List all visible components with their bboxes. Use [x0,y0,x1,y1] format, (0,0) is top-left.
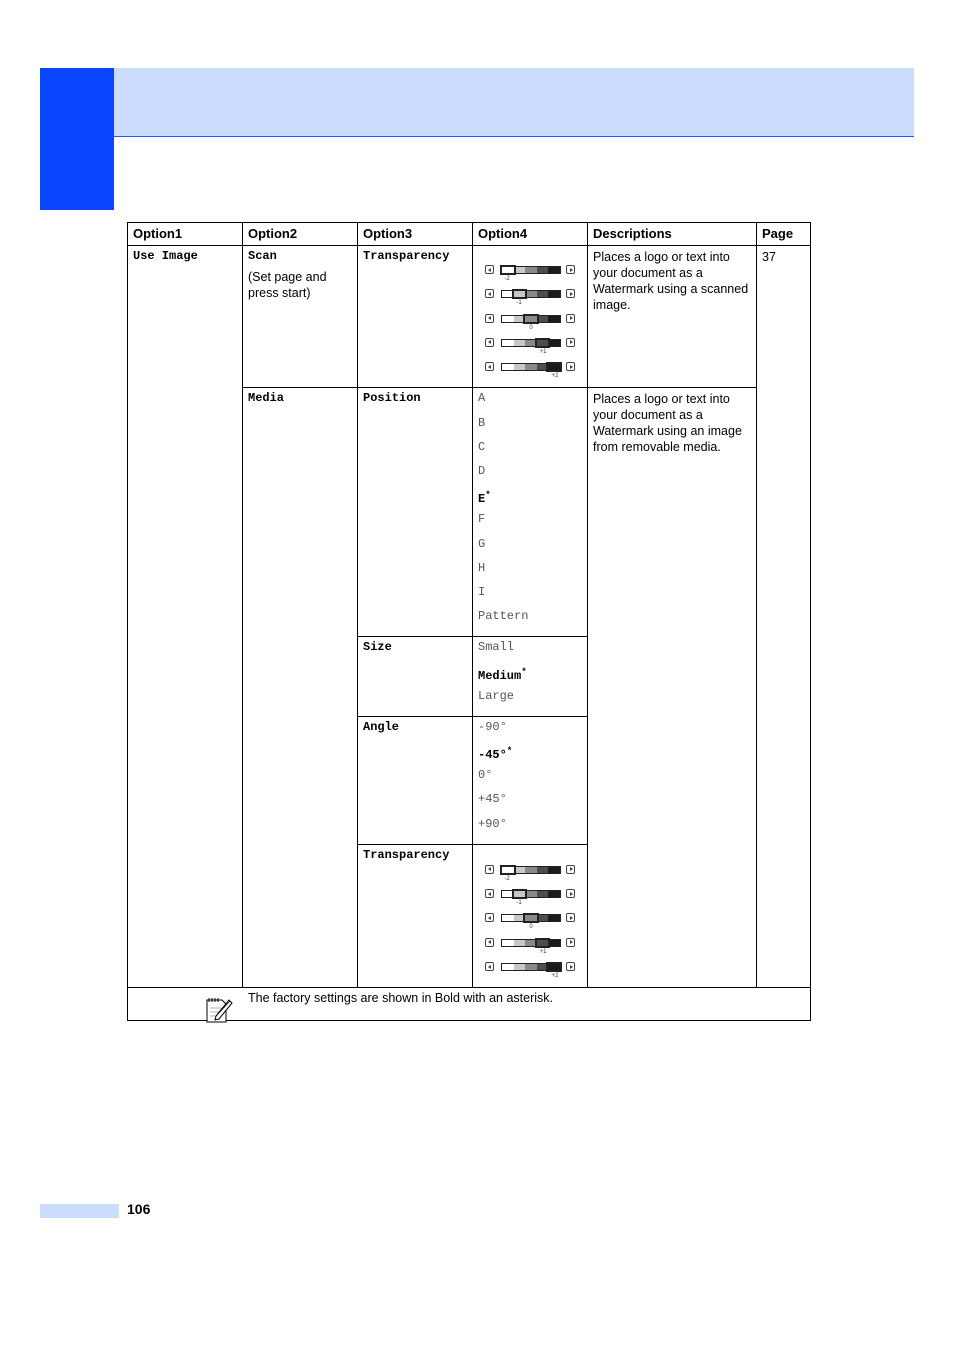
option-item: -90° [478,719,507,734]
header-option4: Option4 [473,223,588,246]
transparency-segment [548,867,560,873]
transparency-segment [514,340,526,346]
angle-option-list [478,720,582,841]
transparency-segment [537,267,549,273]
left-arrow-icon [485,338,494,347]
left-arrow-icon [485,913,494,922]
cell-position-options [473,388,588,637]
transparency-segment [525,364,537,370]
transparency-segment [537,364,549,370]
default-asterisk: * [485,490,491,501]
option-item: B [478,415,486,430]
cell-media: Media [243,388,358,988]
transparency-segment [548,940,560,946]
transparency-segment [537,891,549,897]
transparency-segment [502,364,514,370]
transparency-segment [537,940,549,946]
transparency-slider-row [478,287,582,311]
right-arrow-icon [566,889,575,898]
transparency-segment [548,316,560,322]
cell-transparency-media-sliders [473,844,588,987]
transparency-segment [548,891,560,897]
left-arrow-icon [485,938,494,947]
transparency-segment [514,940,526,946]
right-arrow-icon [566,913,575,922]
option-item: G [478,536,486,551]
cell-angle-options [473,716,588,844]
header-option1: Option1 [128,223,243,246]
header-descriptions: Descriptions [588,223,757,246]
option-item: Pattern [478,609,529,624]
default-asterisk: * [521,666,527,677]
header-page: Page [757,223,811,246]
option-item: D [478,464,486,479]
option-item: Large [478,688,515,703]
pencil-note-icon [204,994,234,1029]
right-arrow-icon [566,962,575,971]
transparency-segment [514,316,526,322]
transparency-bar [501,363,561,371]
option-item: Small [478,640,515,655]
transparency-slider-row [478,312,582,336]
cell-description-scan: Places a logo or text into your document as a Watermark using a scanned image. [588,246,757,388]
header-option2: Option2 [243,223,358,246]
cell-size-options [473,637,588,717]
transparency-segment [548,267,560,273]
note-row [128,988,811,1021]
cell-scan [243,246,358,388]
transparency-segment [525,964,537,970]
transparency-segment [514,267,526,273]
transparency-segment [514,964,526,970]
transparency-segment [514,291,526,297]
transparency-segment [537,964,549,970]
transparency-level-label: 0 [529,324,533,331]
table-row [128,246,811,388]
transparency-slider-row [478,960,582,984]
option-item: F [478,512,486,527]
transparency-segment [525,291,537,297]
transparency-level-label: +2 [551,373,559,380]
right-arrow-icon [566,289,575,298]
option-item: Medium* [478,666,527,683]
option-item: E* [478,490,491,507]
transparency-level-label: -2 [504,276,510,282]
cell-page: 37 [757,246,811,988]
transparency-slider-row [478,263,582,287]
transparency-segment [548,964,560,970]
right-arrow-icon [566,265,575,274]
option-item: A [478,391,486,406]
transparency-slider-list [478,863,582,984]
transparency-level-label: +1 [539,348,547,355]
transparency-slider-row [478,911,582,935]
transparency-bar [501,266,561,274]
settings-table [127,222,811,1021]
transparency-segment [502,267,514,273]
transparency-level-label: -2 [504,875,510,882]
transparency-segment [525,915,537,921]
transparency-segment [502,316,514,322]
left-arrow-icon [485,314,494,323]
header-option3: Option3 [358,223,473,246]
transparency-segment [537,340,549,346]
option-item: +45° [478,792,507,807]
transparency-bar [501,866,561,874]
transparency-segment [502,940,514,946]
left-arrow-icon [485,265,494,274]
right-arrow-icon [566,938,575,947]
transparency-level-label: -1 [516,300,522,307]
transparency-segment [514,364,526,370]
transparency-slider-row [478,336,582,360]
left-arrow-icon [485,362,494,371]
transparency-level-label: -1 [516,900,522,907]
cell-transparency-scan-sliders [473,246,588,388]
transparency-bar [501,963,561,971]
transparency-segment [502,915,514,921]
transparency-segment [525,867,537,873]
footer-bar [40,1204,119,1218]
transparency-segment [502,964,514,970]
transparency-segment [537,316,549,322]
option-item: 0° [478,768,493,783]
right-arrow-icon [566,338,575,347]
transparency-bar [501,290,561,298]
cell-description-media: Places a logo or text into your document as a Watermark using an image from removable media. [588,388,757,988]
left-arrow-icon [485,889,494,898]
right-arrow-icon [566,314,575,323]
transparency-segment [525,940,537,946]
left-arrow-icon [485,289,494,298]
header-band [114,68,914,137]
cell-transparency-media: Transparency [358,844,473,987]
page-number: 106 [127,1201,151,1217]
transparency-slider-row [478,863,582,887]
transparency-segment [502,291,514,297]
note-cell [128,988,811,1021]
scan-label: Scan [248,249,277,263]
option-item: I [478,584,486,599]
right-arrow-icon [566,865,575,874]
transparency-segment [502,891,514,897]
transparency-segment [548,291,560,297]
position-option-list [478,391,582,633]
transparency-segment [548,340,560,346]
option-item: H [478,560,486,575]
transparency-segment [548,915,560,921]
cell-transparency-scan: Transparency [358,246,473,388]
left-arrow-icon [485,865,494,874]
transparency-bar [501,339,561,347]
option-item: +90° [478,816,507,831]
transparency-level-label: 0 [529,924,533,931]
transparency-segment [525,267,537,273]
cell-angle: Angle [358,716,473,844]
transparency-segment [537,915,549,921]
table-header-row [128,223,811,246]
transparency-bar [501,890,561,898]
default-asterisk: * [506,746,513,757]
cell-size: Size [358,637,473,717]
transparency-segment [525,891,537,897]
transparency-level-label: +1 [539,948,547,955]
transparency-segment [502,340,514,346]
transparency-segment [514,867,526,873]
transparency-slider-list [478,263,582,384]
transparency-segment [514,891,526,897]
transparency-bar [501,914,561,922]
chapter-tab-block [40,68,114,210]
size-option-list [478,640,582,713]
transparency-slider-row [478,887,582,911]
transparency-segment [537,291,549,297]
cell-position: Position [358,388,473,637]
transparency-slider-row [478,360,582,384]
option-item: C [478,439,486,454]
transparency-segment [525,316,537,322]
transparency-bar [501,315,561,323]
option-item: -45°* [478,746,513,763]
right-arrow-icon [566,362,575,371]
transparency-segment [537,867,549,873]
left-arrow-icon [485,962,494,971]
transparency-segment [514,915,526,921]
transparency-segment [548,364,560,370]
transparency-level-label: +2 [551,973,559,980]
transparency-segment [525,340,537,346]
transparency-slider-row [478,936,582,960]
cell-option1: Use Image [128,246,243,988]
scan-note: (Set page and press start) [248,270,327,300]
transparency-segment [502,867,514,873]
transparency-bar [501,939,561,947]
note-text: The factory settings are shown in Bold with an asterisk. [248,991,554,1006]
